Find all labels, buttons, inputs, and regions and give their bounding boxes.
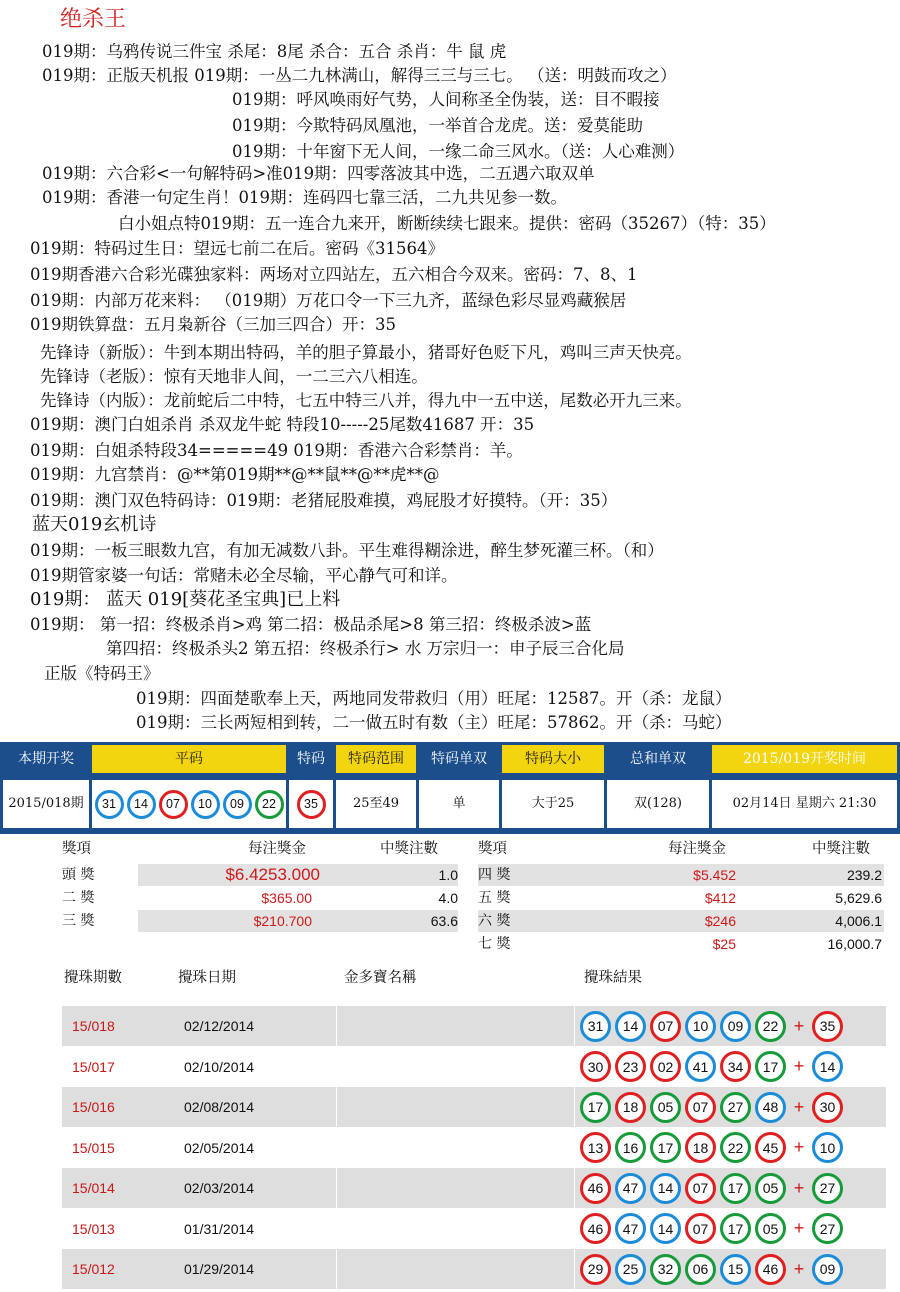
prize-row: [62, 887, 462, 909]
prize-col-amount-header: 每注獎金: [248, 841, 306, 857]
history-period: 15/016: [72, 1099, 115, 1115]
text-line: 正版《特码王》: [44, 664, 160, 683]
text-line: 019期：十年窗下无人间，一缘二命三风水。（送：人心难测）: [232, 142, 685, 161]
lottery-ball: 17: [580, 1092, 611, 1123]
lottery-ball: 22: [255, 790, 284, 819]
text-line: 第四招：终极杀头2 第五招：终极杀行> 水 万宗归一：申子辰三合化局: [106, 639, 625, 658]
normal-numbers-cell: [92, 780, 286, 828]
lottery-ball: 18: [615, 1092, 646, 1123]
special-number-ball: [289, 780, 333, 828]
plus-sign: +: [793, 1218, 805, 1238]
header-special-range: 特码范围: [336, 745, 416, 773]
prize-amount: $210.700: [253, 913, 312, 929]
prize-amount: $412: [704, 890, 736, 906]
lottery-ball: 16: [615, 1132, 646, 1163]
prize-row: [478, 910, 884, 932]
lottery-ball: 45: [755, 1132, 786, 1163]
lottery-ball: 31: [95, 790, 124, 819]
lottery-ball: 07: [650, 1011, 681, 1042]
plus-sign: +: [793, 1015, 805, 1036]
prize-row: [478, 933, 884, 955]
text-line: 019期：乌鸦传说三件宝 杀尾：8尾 杀合：五合 杀肖：牛 鼠 虎: [42, 42, 507, 61]
lottery-ball: 06: [685, 1254, 716, 1285]
history-row: [62, 1249, 886, 1289]
lottery-ball: 10: [812, 1132, 843, 1163]
lottery-ball: 41: [685, 1051, 716, 1082]
prize-name: 五 獎: [478, 890, 511, 906]
history-result-balls: [580, 1249, 843, 1289]
lottery-ball: 02: [650, 1051, 681, 1082]
text-line: 019期：澳门双色特码诗：019期：老猪屁股难摸，鸡屁股才好摸特。（开：35）: [30, 491, 618, 510]
history-row: [62, 1168, 886, 1208]
prize-count: 1.0: [438, 867, 458, 883]
plus-sign: +: [793, 1056, 805, 1076]
text-line: 019期：香港一句定生肖！019期：连码四七靠三活，二九共见参一数。: [42, 188, 567, 207]
sum-odd-even-value: 双(128): [607, 780, 709, 828]
lottery-ball: 17: [720, 1173, 751, 1204]
prize-name: 三 獎: [62, 913, 95, 929]
lottery-ball: 14: [650, 1173, 681, 1204]
lottery-ball: 07: [685, 1213, 716, 1244]
draw-info-bar: [0, 742, 900, 834]
page-title: 绝杀王: [60, 7, 127, 32]
prize-count: 16,000.7: [827, 936, 882, 952]
special-size-value: 大于25: [502, 780, 604, 828]
prize-name: 四 獎: [478, 867, 511, 883]
lottery-ball: 31: [580, 1011, 611, 1042]
header-special-number: 特码: [289, 745, 333, 773]
lottery-ball: 27: [812, 1213, 843, 1244]
prize-name: 七 獎: [478, 936, 511, 952]
special-number-cell: [289, 780, 333, 828]
lottery-ball: 47: [615, 1213, 646, 1244]
lottery-ball: 32: [650, 1254, 681, 1285]
history-result-balls: [580, 1006, 843, 1046]
lottery-ball: 17: [755, 1051, 786, 1082]
history-period: 15/014: [72, 1180, 115, 1196]
prize-count: 5,629.6: [835, 890, 882, 906]
lottery-ball: 47: [615, 1173, 646, 1204]
prize-count: 4,006.1: [835, 913, 882, 929]
draw-period: 2015/018期: [3, 780, 89, 828]
prize-col-count-header: 中獎注數: [812, 841, 870, 857]
history-date: 02/05/2014: [184, 1139, 255, 1156]
prize-row: [62, 864, 462, 886]
lottery-ball: 29: [580, 1254, 611, 1285]
history-result-balls: [580, 1209, 843, 1249]
plus-sign: +: [793, 1177, 805, 1198]
lottery-ball: 07: [685, 1173, 716, 1204]
history-date: 02/03/2014: [184, 1180, 255, 1196]
lottery-ball: 23: [615, 1051, 646, 1082]
history-result-balls: [580, 1047, 843, 1087]
lottery-ball: 13: [580, 1132, 611, 1163]
lottery-ball: 14: [127, 790, 156, 819]
lottery-ball: 09: [223, 790, 252, 819]
text-line: 019期：三长两短相到转，二一做五时有数（主）旺尾：57862。开（杀：马蛇）: [136, 713, 732, 732]
header-next-draw-time: 2015/019开奖时间: [712, 745, 897, 773]
history-date: 02/12/2014: [184, 1018, 255, 1034]
lottery-ball: 34: [720, 1051, 751, 1082]
prize-name: 六 獎: [478, 913, 511, 929]
prize-amount: $5.452: [693, 867, 736, 883]
text-line: 先锋诗（新版）：牛到本期出特码，羊的胆子算最小，猪哥好色贬下凡，鸡叫三声天快亮。: [40, 343, 692, 362]
header-special-size: 特码大小: [502, 745, 604, 773]
history-period: 15/015: [72, 1139, 115, 1156]
normal-number-balls: [92, 780, 286, 828]
prize-count: 4.0: [438, 890, 458, 906]
text-line: 先锋诗（内版）：龙前蛇后二中特，七五中特三八并，得九中一五中送，尾数必开九三来。: [40, 391, 692, 410]
text-line: 019期香港六合彩光碟独家料：两场对立四站左，五六相合今双来。密码：7、8、1: [30, 265, 638, 284]
lottery-ball: 30: [812, 1092, 843, 1123]
text-line: 019期：正版天机报 019期：一丛二九林满山，解得三三与三七。 （送：明鼓而攻之）: [42, 66, 677, 85]
text-line: 019期： 蓝天 019[葵花圣宝典]已上料: [30, 589, 341, 610]
lottery-ball: 46: [580, 1173, 611, 1204]
lottery-ball: 07: [159, 790, 188, 819]
lottery-ball: 48: [755, 1092, 786, 1123]
text-line: 019期：九宫禁肖：@**第019期**@**鼠**@**虎**@: [30, 465, 440, 484]
plus-sign: +: [793, 1137, 805, 1157]
lottery-ball: 46: [755, 1254, 786, 1285]
history-date: 01/29/2014: [184, 1261, 255, 1277]
text-line: 019期：内部万花来料： （019期）万花口令一下三九齐，蓝绿色彩尽显鸡藏猴居: [30, 291, 627, 310]
text-line: 019期管家婆一句话：常赌未必全尽输，平心静气可和详。: [30, 566, 458, 585]
history-period: 15/012: [72, 1261, 115, 1277]
prize-name: 頭 獎: [62, 867, 95, 883]
history-period: 15/013: [72, 1220, 115, 1237]
text-line: 白小姐点特019期：五一连合九来开，断断续续七跟来。提供：密码（35267）（特：35）: [118, 214, 776, 233]
history-row: [62, 1047, 886, 1087]
header-sum-odd-even: 总和单双: [607, 745, 709, 773]
history-period: 15/018: [72, 1018, 115, 1034]
header-normal-numbers: 平码: [92, 745, 286, 773]
history-row: [62, 1128, 886, 1168]
prize-table-right: [478, 838, 884, 958]
prize-count: 63.6: [430, 913, 458, 929]
lottery-ball: 27: [720, 1092, 751, 1123]
lottery-ball: 30: [580, 1051, 611, 1082]
prize-row: [62, 910, 462, 932]
prize-name: 二 獎: [62, 890, 95, 906]
text-line: 019期：一板三眼数九宫，有加无减数八卦。平生难得糊涂进，醉生梦死灌三杯。（和）: [30, 541, 664, 560]
lottery-ball: 09: [720, 1011, 751, 1042]
prize-amount: $25: [712, 936, 736, 952]
lottery-ball: 15: [720, 1254, 751, 1285]
lottery-ball: 10: [191, 790, 220, 819]
lottery-ball: 27: [812, 1173, 843, 1204]
text-line: 019期：六合彩<一句解特码>准019期：四零落波其中选，二五遇六取双单: [42, 164, 595, 183]
history-col-period-header: 攪珠期數: [64, 970, 122, 986]
prize-amount: $365.00: [261, 890, 312, 906]
history-result-balls: [580, 1087, 843, 1127]
prize-amount: $6.4253.000: [225, 865, 320, 884]
history-row: [62, 1209, 886, 1249]
history-date: 02/10/2014: [184, 1058, 255, 1075]
lottery-ball: 09: [812, 1254, 843, 1285]
prize-table-left: [62, 838, 462, 938]
lottery-ball: 17: [720, 1213, 751, 1244]
lottery-ball: 07: [685, 1092, 716, 1123]
header-current-draw: 本期开奖: [3, 745, 89, 773]
prize-col-name-header: 獎項: [478, 841, 507, 857]
lottery-ball: 22: [720, 1132, 751, 1163]
history-row: [62, 1006, 886, 1046]
text-line: 019期：今欺特码凤凰池，一举首合龙虎。送：爱莫能助: [232, 116, 643, 135]
history-date: 01/31/2014: [184, 1220, 255, 1237]
prize-count: 239.2: [846, 867, 882, 883]
history-row: [62, 1087, 886, 1127]
lottery-ball: 46: [580, 1213, 611, 1244]
lottery-ball: 18: [685, 1132, 716, 1163]
text-line: 019期：澳门白姐杀肖 杀双龙牛蛇 特段10-----25尾数41687 开：35: [30, 415, 535, 434]
prize-col-count-header: 中獎注數: [380, 841, 438, 857]
lottery-ball: 35: [297, 790, 326, 819]
text-line: 019期：白姐杀特段34=====49 019期：香港六合彩禁肖：羊。: [30, 441, 523, 460]
history-period: 15/017: [72, 1058, 115, 1075]
lottery-ball: 05: [755, 1213, 786, 1244]
history-date: 02/08/2014: [184, 1099, 255, 1115]
prize-col-amount-header: 每注獎金: [668, 841, 726, 857]
lottery-ball: 35: [812, 1011, 843, 1042]
plus-sign: +: [793, 1258, 805, 1279]
lottery-ball: 14: [812, 1051, 843, 1082]
lottery-ball: 22: [755, 1011, 786, 1042]
lottery-ball: 05: [650, 1092, 681, 1123]
history-col-name-header: 金多寶名稱: [344, 970, 417, 986]
lottery-ball: 05: [755, 1173, 786, 1204]
lottery-ball: 25: [615, 1254, 646, 1285]
prize-row: [478, 887, 884, 909]
special-range-value: 25至49: [336, 780, 416, 828]
text-line: 019期：呼风唤雨好气势，人间称圣全伪装，送：目不暇接: [232, 90, 660, 109]
text-line: 019期：四面楚歌奉上天，两地同发带救归（用）旺尾：12587。开（杀：龙鼠）: [136, 689, 732, 708]
next-draw-time-value: 02月14日 星期六 21:30: [712, 780, 897, 828]
prize-row: [478, 864, 884, 886]
text-line: 019期铁算盘：五月枭新谷（三加三四合）开：35: [30, 315, 396, 334]
lottery-ball: 17: [650, 1132, 681, 1163]
lottery-ball: 10: [685, 1011, 716, 1042]
text-line: 019期： 第一招：终极杀肖>鸡 第二招：极品杀尾>8 第三招：终极杀波>蓝: [30, 615, 592, 634]
prize-amount: $246: [704, 913, 736, 929]
history-col-result-header: 攪珠結果: [584, 970, 642, 986]
lottery-ball: 14: [615, 1011, 646, 1042]
history-result-balls: [580, 1168, 843, 1208]
plus-sign: +: [793, 1096, 805, 1117]
text-line: 先锋诗（老版）：惊有天地非人间，一二三六八相连。: [40, 367, 428, 386]
header-special-odd-even: 特码单双: [419, 745, 499, 773]
text-line: 蓝天019玄机诗: [32, 514, 157, 535]
history-col-date-header: 攪珠日期: [178, 970, 236, 986]
special-odd-even-value: 单: [419, 780, 499, 828]
prize-col-name-header: 獎項: [62, 841, 91, 857]
lottery-ball: 14: [650, 1213, 681, 1244]
history-result-balls: [580, 1128, 843, 1168]
text-line: 019期：特码过生日：望远七前二在后。密码《31564》: [30, 239, 444, 258]
